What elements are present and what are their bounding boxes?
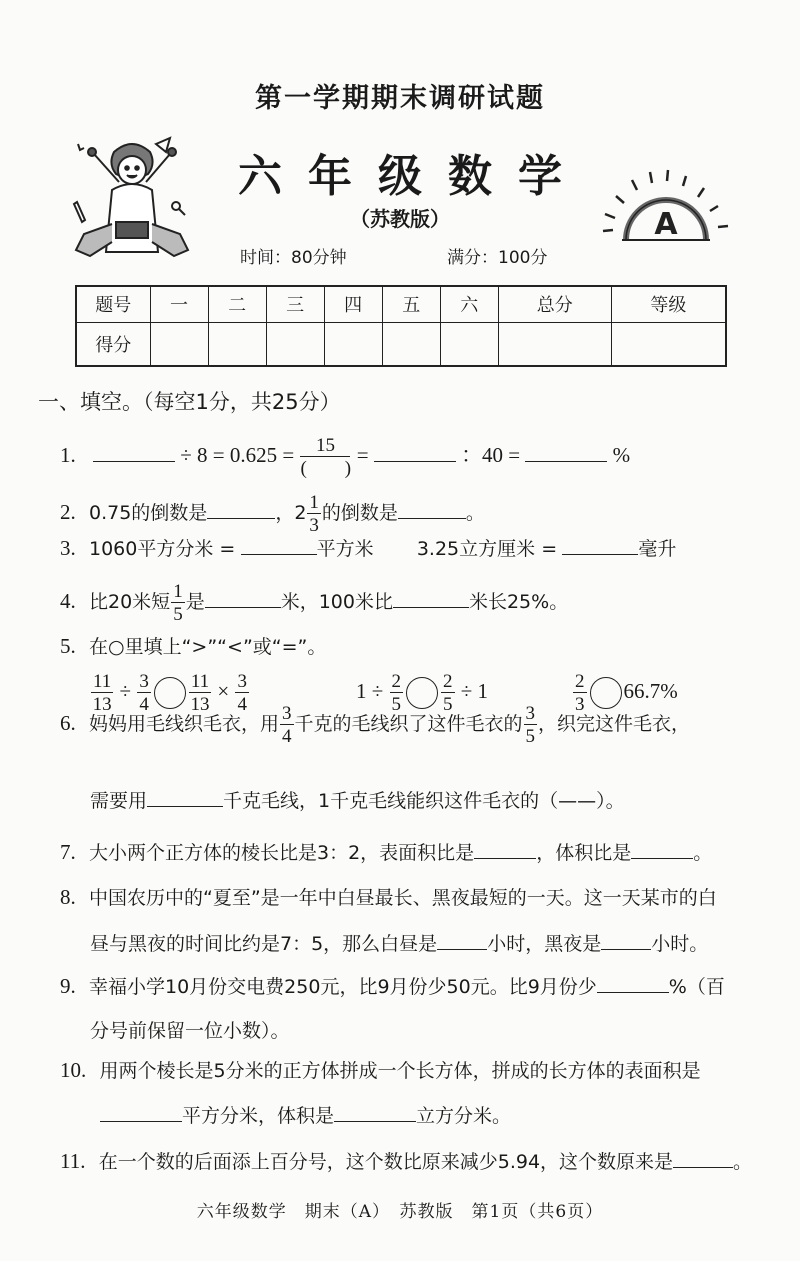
text: 昼与黑夜的时间比约是7：5，那么白昼是	[90, 933, 438, 955]
numerator: 3	[237, 671, 247, 692]
text: 大小两个正方体的棱长比是3：2，表面积比是	[89, 842, 475, 864]
answer-blank[interactable]	[673, 1150, 733, 1168]
denominator: 4	[237, 694, 247, 715]
header-cell: 四	[324, 286, 382, 322]
text: 用两个棱长是5分米的正方体拼成一个长方体，拼成的长方体的表面积是	[99, 1060, 701, 1082]
text: %（百	[668, 976, 725, 998]
score-cell[interactable]	[324, 322, 382, 366]
question-2	[60, 493, 485, 535]
score-cell[interactable]	[208, 322, 266, 366]
text: 是	[185, 590, 205, 613]
denominator: 5	[525, 726, 536, 747]
page-footer: 六年级数学 期末（A） 苏教版 第1页（共6页）	[196, 1202, 604, 1222]
answer-blank[interactable]	[474, 841, 536, 859]
operator: ×	[217, 678, 230, 703]
question-number: 5.	[60, 634, 76, 658]
answer-blank[interactable]	[205, 590, 281, 608]
header-cell: 题号	[76, 286, 150, 322]
svg-text:A: A	[654, 207, 678, 242]
denominator: 4	[139, 694, 149, 715]
numerator: 2	[443, 671, 453, 692]
question-number: 11.	[60, 1149, 86, 1173]
denominator: 4	[282, 726, 292, 747]
text: ，2	[275, 501, 307, 524]
text: =	[356, 442, 369, 467]
question-number: 3.	[60, 536, 76, 560]
text: 中国农历中的“夏至”是一年中白昼最长、黑夜最短的一天。这一天某市的白	[89, 887, 717, 909]
text: 米长25%。	[468, 590, 569, 613]
text: 平方分米，体积是	[182, 1105, 335, 1127]
question-number: 8.	[60, 885, 76, 909]
question-number: 6.	[60, 710, 76, 735]
text: 。	[733, 1151, 753, 1173]
question-number: 2.	[60, 499, 76, 524]
question-8	[60, 883, 717, 910]
exam-duration: 时间：80分钟	[240, 248, 347, 268]
answer-blank[interactable]	[93, 444, 175, 462]
score-cell[interactable]	[150, 322, 208, 366]
header-cell: 六	[440, 286, 498, 322]
fraction	[280, 704, 294, 746]
text: 平方米	[316, 538, 374, 560]
answer-blank[interactable]	[437, 932, 487, 950]
text: 毫升	[638, 538, 677, 560]
denominator: 3	[575, 694, 585, 715]
text: ÷ 8 = 0.625 =	[180, 442, 295, 467]
answer-blank[interactable]	[631, 841, 693, 859]
answer-blank[interactable]	[207, 501, 275, 519]
text: 66.7%	[623, 678, 678, 703]
answer-blank[interactable]	[525, 444, 607, 462]
fraction	[171, 582, 185, 624]
question-3	[60, 534, 676, 561]
score-table-score-row	[76, 322, 726, 366]
fraction	[524, 704, 538, 746]
question-6	[60, 704, 690, 746]
denominator: 13	[190, 694, 210, 715]
score-row-label: 得分	[76, 322, 150, 366]
text: ：40 =	[461, 442, 521, 467]
question-9	[60, 972, 725, 999]
text: ，体积比是	[536, 842, 632, 864]
question-number: 9.	[60, 974, 76, 998]
numerator: 3	[282, 703, 292, 724]
text: 小时。	[651, 933, 709, 955]
text: 3.25立方厘米 =	[416, 538, 558, 560]
answer-blank[interactable]	[241, 537, 317, 555]
numerator: 3	[525, 703, 536, 724]
answer-blank[interactable]	[393, 590, 469, 608]
question-6-line-2	[90, 786, 625, 813]
text: 需要用	[90, 790, 148, 812]
numerator: 3	[139, 671, 149, 692]
text: 。	[693, 842, 713, 864]
question-number: 1.	[60, 442, 76, 467]
header-cell: 等级	[611, 286, 726, 322]
numerator: 2	[391, 671, 402, 692]
score-cell[interactable]	[382, 322, 440, 366]
denominator-blank[interactable]: ( )	[300, 458, 352, 479]
score-cell[interactable]	[266, 322, 324, 366]
question-10	[60, 1056, 701, 1083]
numerator: 2	[575, 671, 585, 692]
denominator: 13	[92, 694, 112, 715]
text: 千克毛线，1千克毛线能织这件毛衣的（——）。	[223, 790, 625, 812]
text: %	[612, 442, 631, 467]
fraction	[300, 436, 350, 478]
header-cell: 一	[150, 286, 208, 322]
question-7	[60, 838, 712, 865]
text: 小时，黑夜是	[487, 933, 602, 955]
question-number: 4.	[60, 588, 76, 613]
fraction	[307, 493, 321, 535]
text: 千克的毛线织了这件毛衣的	[294, 712, 523, 735]
numerator: 1	[309, 492, 319, 513]
denominator: 5	[173, 604, 183, 625]
text: 米，100米比	[280, 590, 393, 613]
answer-blank[interactable]	[374, 444, 456, 462]
denominator: 3	[309, 515, 319, 536]
question-5	[60, 632, 326, 659]
header-cell: 三	[266, 286, 324, 322]
text: 1060平方分米 =	[89, 538, 236, 560]
text: 在一个数的后面添上百分号，这个数比原来减少5.94，这个数原来是	[98, 1151, 674, 1173]
text: 1 ÷	[356, 678, 384, 703]
text: 立方分米。	[416, 1105, 512, 1127]
exam-title: 第一学期期末调研试题	[255, 83, 545, 114]
denominator: 5	[443, 694, 453, 715]
question-9-line-2	[90, 1016, 290, 1043]
text: 分号前保留一位小数）。	[90, 1020, 290, 1042]
edition-label: （苏教版）	[350, 207, 450, 231]
numerator: 11	[93, 671, 112, 692]
score-table	[75, 285, 727, 367]
question-number: 7.	[60, 840, 76, 864]
answer-blank[interactable]	[147, 789, 223, 807]
answer-blank[interactable]	[597, 975, 669, 993]
question-4	[60, 582, 568, 624]
question-11	[60, 1147, 752, 1174]
question-number: 10.	[60, 1058, 87, 1082]
text: 0.75的倒数是	[89, 501, 208, 524]
question-10-line-2	[100, 1101, 511, 1128]
answer-blank[interactable]	[562, 537, 638, 555]
text: ÷ 1	[460, 678, 489, 703]
score-table-header-row	[76, 286, 726, 322]
answer-blank[interactable]	[398, 501, 466, 519]
answer-blank[interactable]	[334, 1104, 416, 1122]
header-cell: 五	[382, 286, 440, 322]
numerator: 15	[300, 436, 350, 457]
answer-blank[interactable]	[601, 932, 651, 950]
header-cell: 二	[208, 286, 266, 322]
text: 在○里填上“>”“<”或“=”。	[89, 636, 327, 658]
score-cell[interactable]	[611, 322, 726, 366]
numerator: 1	[173, 581, 183, 602]
text: 妈妈用毛线织毛衣，用	[89, 712, 280, 735]
subject-title: 六年级数学	[238, 151, 588, 202]
grade-a-sun-icon	[598, 168, 734, 248]
question-8-line-2	[90, 929, 708, 956]
section-heading: 一、填空。（每空1分，共25分）	[38, 390, 341, 414]
score-cell[interactable]	[440, 322, 498, 366]
operator: ÷	[119, 678, 132, 703]
text: 。	[465, 501, 485, 524]
answer-blank[interactable]	[100, 1104, 182, 1122]
question-1	[60, 436, 630, 478]
score-cell[interactable]	[498, 322, 611, 366]
numerator: 11	[190, 671, 210, 692]
text: ，织完这件毛衣，	[538, 712, 691, 735]
text: 的倒数是	[321, 501, 398, 524]
full-score: 满分：100分	[447, 248, 548, 268]
header-cell: 总分	[498, 286, 611, 322]
text: 比20米短	[89, 590, 171, 613]
denominator: 5	[391, 694, 402, 715]
text: 幸福小学10月份交电费250元，比9月份少50元。比9月份少	[89, 976, 597, 998]
